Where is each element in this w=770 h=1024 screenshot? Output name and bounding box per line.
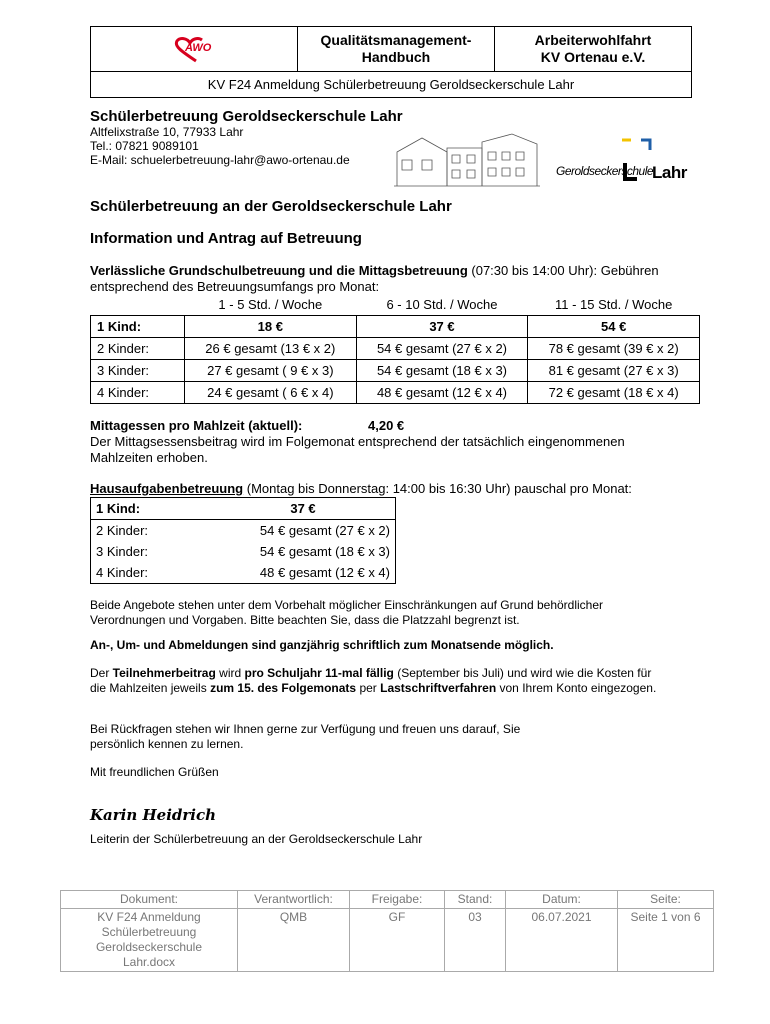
- contact-address: Altfelixstraße 10, 77933 Lahr: [90, 125, 244, 139]
- heading-main: Schülerbetreuung an der Geroldseckerschule Lahr: [90, 198, 452, 215]
- haus-intro: Hausaufgabenbetreuung (Montag bis Donnerstag: 14:00 bis 16:30 Uhr) pauschal pro Monat:: [90, 481, 632, 496]
- col-header: 6 - 10 Std. / Woche: [386, 297, 498, 312]
- header-title: Qualitätsmanagement- Handbuch: [298, 27, 495, 71]
- table-row: 2 Kinder: 54 € gesamt (27 € x 2): [96, 523, 390, 538]
- document-header: [90, 26, 692, 98]
- school-building-image: [392, 130, 542, 188]
- lahr-logo-mark: [619, 137, 653, 183]
- footer-document: KV F24 Anmeldung Schülerbetreuung Geroldseckerschule Lahr.docx: [61, 909, 238, 972]
- table-row: 1 Kind: 18 € 37 € 54 €: [91, 316, 700, 338]
- footer-header-row: Dokument: Verantwortlich: Freigabe: Stand: Datum: Seite:: [61, 891, 714, 909]
- mittag-text: Der Mittagsessensbeitrag wird im Folgemonat entsprechend der tatsächlich eingenommenen Mahlzeiten erhoben.: [90, 434, 625, 465]
- vorbehalt-text: Beide Angebote stehen unter dem Vorbehalt möglicher Einschränkungen auf Grund behördlicher Verordnungen und Vorgaben. Bitte beachten Sie, dass die Platzzahl begrenzt ist.: [90, 598, 604, 627]
- footer-page: Seite 1 von 6: [630, 910, 701, 924]
- city-logo-text: Lahr: [652, 163, 687, 182]
- table-row: 1 Kind: 37 €: [91, 498, 396, 520]
- table-row: 4 Kinder: 48 € gesamt (12 € x 4): [96, 565, 390, 580]
- header-organization: Arbeiterwohlfahrt KV Ortenau e.V.: [534, 32, 652, 65]
- signature: Karin Heidrich: [90, 806, 217, 824]
- grund-intro: Verlässliche Grundschulbetreuung und die Mittagsbetreuung (07:30 bis 14:00 Uhr): Gebühren entsprechend des Betreuungsumfangs pro Monat:: [90, 263, 659, 294]
- footer-value-row: [61, 909, 714, 972]
- footer-version: 03: [445, 909, 506, 972]
- table-row: 3 Kinder: 27 € gesamt ( 9 € x 3) 54 € gesamt (18 € x 3) 81 € gesamt (27 € x 3): [91, 360, 700, 382]
- footer-release: GF: [350, 909, 445, 972]
- fee-table: [90, 294, 700, 404]
- table-row: 4 Kinder: 24 € gesamt ( 6 € x 4) 48 € gesamt (12 € x 4) 72 € gesamt (18 € x 4): [91, 382, 700, 404]
- fee-table-header: [91, 294, 700, 316]
- document-footer: [60, 890, 714, 972]
- mittag-price: 4,20 €: [368, 418, 405, 433]
- heading-information: Information und Antrag auf Betreuung: [90, 230, 362, 247]
- closing-greeting: Mit freundlichen Grüßen: [90, 765, 219, 779]
- footer-responsible: QMB: [238, 909, 350, 972]
- beitrag-text: Der Teilnehmerbeitrag wird pro Schuljahr 11-mal fällig (September bis Juli) und wird wie die Kosten für die Mahlzeiten jeweils zum 15. des Folgemonats per Lastschriftverfahren von Ihrem Konto eingezogen.: [90, 666, 657, 695]
- col-header: 11 - 15 Std. / Woche: [555, 297, 673, 312]
- anmeldung-text: An-, Um- und Abmeldungen sind ganzjährig schriftlich zum Monatsende möglich.: [90, 638, 554, 652]
- awo-logo-text: AWO: [185, 42, 212, 54]
- school-logo-text: Geroldseckerschule: [556, 164, 654, 178]
- mittag-label: Mittagessen pro Mahlzeit (aktuell):: [90, 418, 303, 433]
- contact-phone: Tel.: 07821 9089101: [90, 139, 199, 153]
- rueckfragen-text: Bei Rückfragen stehen wir Ihnen gerne zur Verfügung und freuen uns darauf, Sie persönlich kennen zu lernen.: [90, 722, 521, 751]
- header-subtitle: KV F24 Anmeldung Schülerbetreuung Geroldseckerschule Lahr: [91, 71, 691, 98]
- footer-date: 06.07.2021: [506, 909, 618, 972]
- signer-role: Leiterin der Schülerbetreuung an der Geroldseckerschule Lahr: [90, 832, 423, 846]
- table-row: 2 Kinder: 26 € gesamt (13 € x 2) 54 € gesamt (27 € x 2) 78 € gesamt (39 € x 2): [91, 338, 700, 360]
- homework-table: [90, 497, 396, 584]
- header-logo-cell: [91, 27, 298, 71]
- table-row: 3 Kinder: 54 € gesamt (18 € x 3): [96, 544, 390, 559]
- contact-email: E-Mail: schuelerbetreuung-lahr@awo-ortenau.de: [90, 153, 350, 167]
- col-header: 1 - 5 Std. / Woche: [218, 297, 323, 312]
- contact-name: Schülerbetreuung Geroldseckerschule Lahr: [90, 108, 403, 125]
